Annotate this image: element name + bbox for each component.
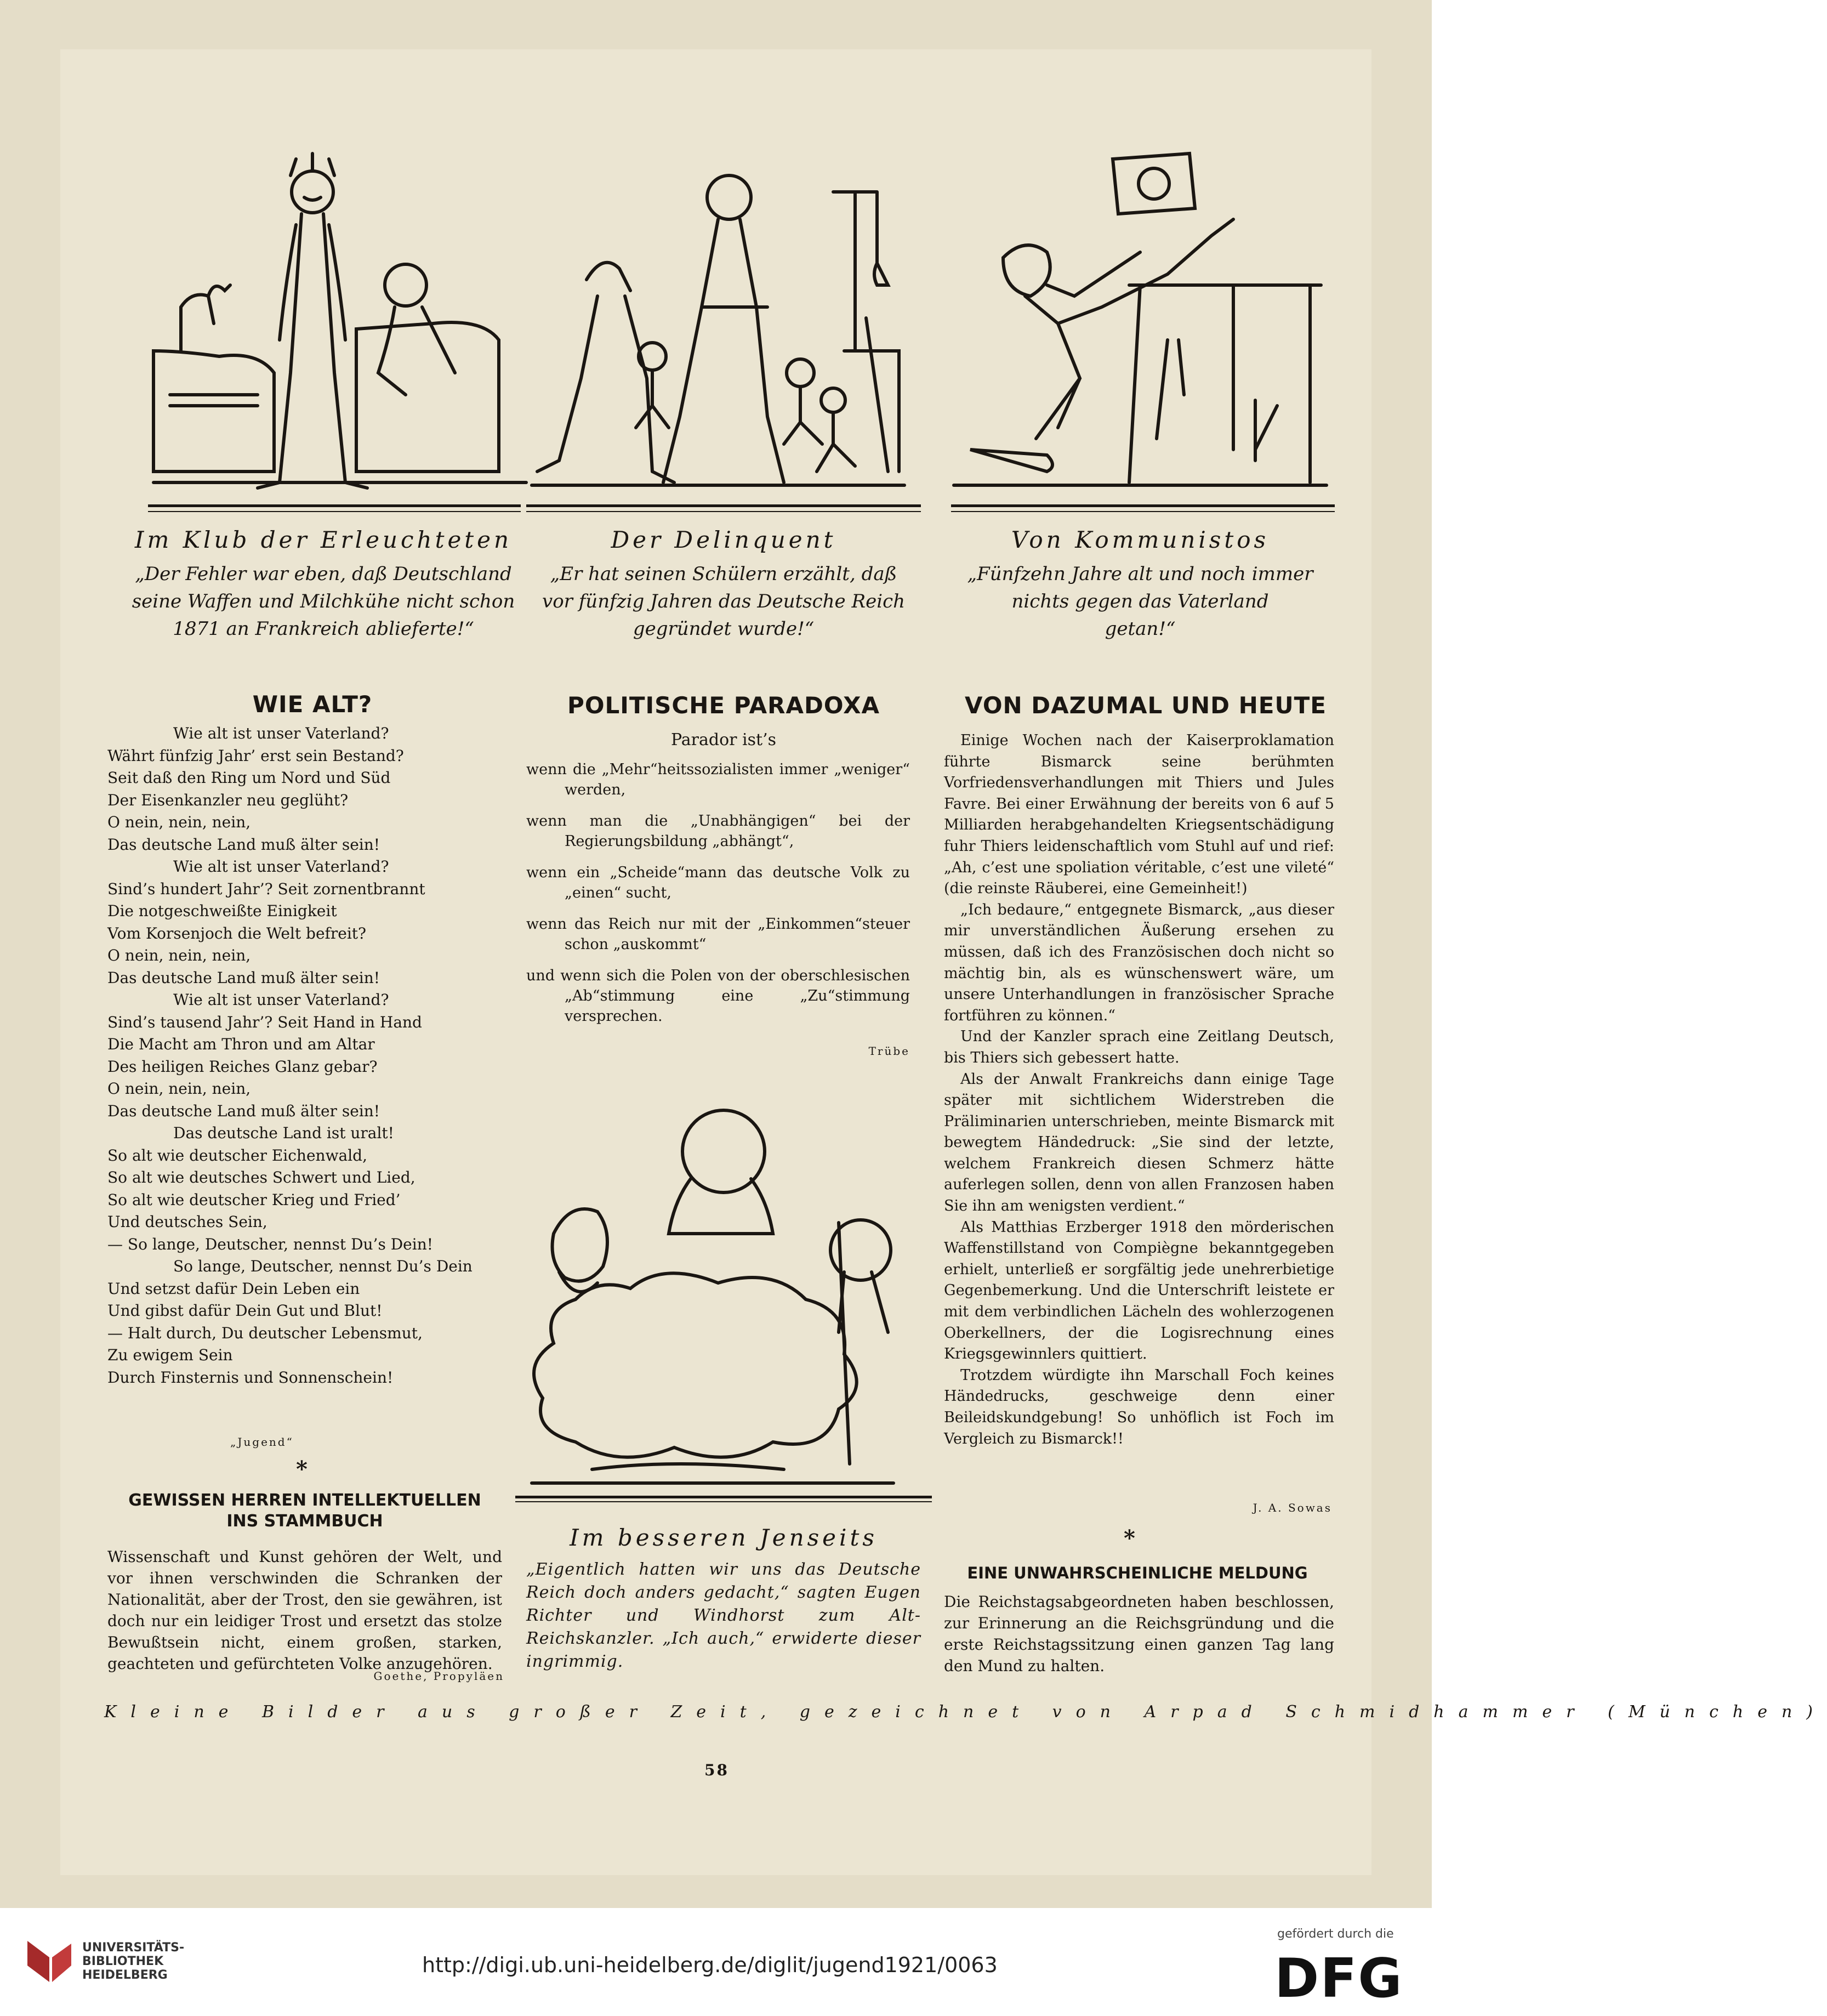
poem-line: Des heiligen Reiches Glanz gebar? xyxy=(107,1057,378,1076)
cartoon-3-caption xyxy=(937,560,1343,643)
poem-line: So lange, Deutscher, nennst Du’s Dein xyxy=(173,1257,473,1275)
library-logo-icon xyxy=(22,1935,77,1985)
cartoon-1-caption xyxy=(115,560,532,643)
dazumal-paragraph: Einige Wochen nach der Kaiserproklamation führte Bismarck seine berühmten Vorfriedensverhandlungen mit Thiers und Jules Favre. Bei einer Erwähnung der bereits von 6 auf 5 Milliarden herabgehandelten Kriegsentschädigung fuhr Thiers leidenschaftlich vom Stuhl auf und rief: „Ah, c’est une spoliation véritable, c’est une vileté“ (die reinste Räuberei, eine Gemeinheit!) xyxy=(944,732,1334,898)
cartoon-rule-1 xyxy=(148,504,521,507)
meldung-heading: EINE UNWAHRSCHEINLICHE MELDUNG xyxy=(967,1564,1308,1582)
gewissen-heading-line: INS STAMMBUCH xyxy=(226,1512,383,1531)
dazumal-author: J. A. Sowas xyxy=(1253,1501,1332,1514)
poem-line: Und gibst dafür Dein Gut und Blut! xyxy=(107,1302,383,1320)
dazumal-paragraph: „Ich bedaure,“ entgegnete Bismarck, „aus dieser mir unverständlichen Äußerung ersehen zu müssen, daß ich des Französischen doch nicht so mächtig bin, als es wünschenswert wäre, um unsere Unterhandlungen in französischer Sprache fortführen zu können.“ xyxy=(944,901,1334,1024)
library-name-line: UNIVERSITÄTS- xyxy=(82,1941,185,1955)
paradoxa-item: wenn die „Mehr“heitssozialisten immer „weniger“ werden, xyxy=(526,761,910,798)
gewissen-heading xyxy=(107,1490,502,1532)
poem-line: Wie alt ist unser Vaterland? xyxy=(173,857,389,876)
caption-line: getan!“ xyxy=(1105,618,1176,640)
jenseits-title: Im besseren Jenseits xyxy=(570,1524,878,1551)
poem-line: O nein, nein, nein, xyxy=(107,1080,251,1098)
digital-copy-link[interactable]: http://digi.ub.uni-heidelberg.de/diglit/jugend1921/0063 xyxy=(422,1953,998,1977)
paradoxa-item: und wenn sich die Polen von der oberschlesischen „Ab“stimmung eine „Zu“stimmung versprechen. xyxy=(526,967,910,1025)
poem-line: Und deutsches Sein, xyxy=(107,1213,267,1231)
poem-line: Wie alt ist unser Vaterland? xyxy=(173,991,389,1009)
poem-line: Durch Finsternis und Sonnenschein! xyxy=(107,1368,394,1387)
dazumal-text xyxy=(944,730,1334,1450)
jenseits-rule-thin xyxy=(515,1501,932,1502)
cartoon-kommunistos-illustration xyxy=(948,143,1327,504)
cartoon-3-title: Von Kommunistos xyxy=(1011,526,1270,553)
paradoxa-author: Trübe xyxy=(868,1044,910,1058)
library-name-line: BIBLIOTHEK xyxy=(82,1955,164,1968)
poem-line: Das deutsche Land muß älter sein! xyxy=(107,1101,380,1120)
cartoon-klub-illustration xyxy=(148,143,526,504)
poem-line: Wie alt ist unser Vaterland? xyxy=(173,724,389,742)
poem-line: So alt wie deutsches Schwert und Lied, xyxy=(107,1168,416,1186)
poem-line: Der Eisenkanzler neu geglüht? xyxy=(107,791,349,809)
cartoon-jenseits-illustration xyxy=(510,1091,915,1486)
cartoon-rule-thin-1 xyxy=(148,511,521,512)
cartoon-delinquent-illustration xyxy=(526,143,904,504)
poem-line: O nein, nein, nein, xyxy=(107,946,251,964)
poem-heading: WIE ALT? xyxy=(252,691,373,718)
paradoxa-item: wenn man die „Unabhängigen“ bei der Regierungsbildung „abhängt“, xyxy=(526,813,910,850)
gewissen-text: Wissenschaft und Kunst gehören der Welt, und vor ihnen verschwinden die Schranken der Nationalität, aber der Trost, den sie gewähren, ist doch nur ein leidiger Trost und ersetzt das stolze Bewußtsein nicht, einem großen, starken, geachteten und gefürchteten Volke anzugehören. xyxy=(107,1548,502,1673)
caption-line: seine Waffen und Milchkühe nicht schon xyxy=(132,590,515,612)
poem-line: Vom Korsenjoch die Welt befreit? xyxy=(107,924,367,942)
page-number: 58 xyxy=(704,1761,729,1779)
poem-line: Das deutsche Land ist uralt! xyxy=(173,1124,394,1142)
poem-line: Sind’s hundert Jahr’? Seit zornentbrannt xyxy=(107,879,425,898)
cartoon-rule-thin-2 xyxy=(526,511,921,512)
gewissen-source: Goethe, Propyläen xyxy=(373,1669,504,1683)
poem-line: So alt wie deutscher Eichenwald, xyxy=(107,1146,368,1165)
poem-line: So alt wie deutscher Krieg und Fried’ xyxy=(107,1190,401,1209)
cartoon-rule-3 xyxy=(951,504,1335,507)
caption-line: gegründet wurde!“ xyxy=(633,618,815,640)
library-name xyxy=(82,1941,184,1982)
dazumal-paragraph: Als Matthias Erzberger 1918 den mörderischen Waffenstillstand von Compiègne bekanntgegeben erhielt, unterließ er sorgfältig jede unehrerbietige Gegenbemerkung. Und die Unterschrift leistete er mit dem verbindlichen Lächeln des wohlerzogenen Oberkellners, der die Logisrechnung eines Kriegsgewinnlers quittiert. xyxy=(944,1218,1334,1363)
poem-line: Die notgeschweißte Einigkeit xyxy=(107,902,337,920)
cartoon-2-caption xyxy=(515,560,932,643)
poem-line: Und setzst dafür Dein Leben ein xyxy=(107,1279,360,1298)
dfg-logo: DFG xyxy=(1274,1947,1403,2010)
separator-star-1: * xyxy=(296,1456,308,1482)
paradoxa-item: wenn ein „Scheide“mann das deutsche Volk zu „einen“ sucht, xyxy=(526,864,910,901)
poem-source: „Jugend“ xyxy=(230,1435,294,1449)
paradoxa-item: wenn das Reich nur mit der „Einkommen“steuer schon „auskommt“ xyxy=(526,916,910,953)
jenseits-rule xyxy=(515,1496,932,1498)
caption-line: „Der Fehler war eben, daß Deutschland xyxy=(135,563,512,585)
cartoon-2-title: Der Delinquent xyxy=(611,526,836,553)
paradoxa-intro: Parador ist’s xyxy=(670,730,777,749)
caption-line: „Fünfzehn Jahre alt und noch immer xyxy=(967,563,1313,585)
caption-line: vor fünfzig Jahren das Deutsche Reich xyxy=(542,590,906,612)
poem-line: Die Macht am Thron und am Altar xyxy=(107,1035,375,1053)
funding-note: gefördert durch die xyxy=(1277,1927,1394,1941)
poem-line: Das deutsche Land muß älter sein! xyxy=(107,968,380,987)
poem-line: Währt fünfzig Jahr’ erst sein Bestand? xyxy=(107,746,404,765)
jenseits-caption: „Eigentlich hatten wir uns das Deutsche Reich doch anders gedacht,“ sagten Eugen Richter und Windhorst zum Alt-Reichskanzler. „Ich auch,“ erwiderte dieser ingrimmig. xyxy=(526,1560,921,1671)
library-footer xyxy=(0,1908,1432,2016)
paradoxa-list xyxy=(526,759,910,1037)
caption-line: „Er hat seinen Schülern erzählt, daß xyxy=(550,563,897,585)
library-name-line: HEIDELBERG xyxy=(82,1968,168,1982)
dazumal-paragraph: Als der Anwalt Frankreichs dann einige Tage später mit sichtlichem Widerstreben die Präliminarien unterschrieben, meinte Bismarck mit bewegtem Händedruck: „Sie sind der letzte, welchem Frankreich diesen Schmerz hätte auferlegen sollen, denn von allen Franzosen haben Sie ihn am wenigsten verdient.“ xyxy=(944,1070,1334,1215)
poem-text xyxy=(107,723,502,1389)
cartoon-rule-2 xyxy=(526,504,921,507)
poem-line: Zu ewigem Sein xyxy=(107,1346,233,1364)
poem-line: Das deutsche Land muß älter sein! xyxy=(107,835,380,854)
poem-line: Sind’s tausend Jahr’? Seit Hand in Hand xyxy=(107,1013,422,1031)
gewissen-heading-line: GEWISSEN HERREN INTELLEKTUELLEN xyxy=(128,1491,481,1510)
poem-line: Seit daß den Ring um Nord und Süd xyxy=(107,769,391,787)
separator-star-2: * xyxy=(1124,1525,1135,1551)
paradoxa-heading: POLITISCHE PARADOXA xyxy=(567,692,880,719)
meldung-text: Die Reichstagsabgeordneten haben beschlossen, zur Erinnerung an die Reichsgründung und die erste Reichstagssitzung einen ganzen Tag lang den Mund zu halten. xyxy=(944,1593,1334,1675)
dazumal-paragraph: Und der Kanzler sprach eine Zeitlang Deutsch, bis Thiers sich gebessert hatte. xyxy=(944,1028,1334,1066)
dazumal-heading: VON DAZUMAL UND HEUTE xyxy=(965,692,1327,719)
caption-line: 1871 an Frankreich ablieferte!“ xyxy=(173,618,474,640)
cartoon-rule-thin-3 xyxy=(951,511,1335,512)
illustration-credit-line: Kleine Bilder aus großer Zeit, gezeichnet von Arpad Schmidhammer (München) xyxy=(104,1702,1827,1722)
poem-line: — So lange, Deutscher, nennst Du’s Dein! xyxy=(107,1235,433,1253)
caption-line: nichts gegen das Vaterland xyxy=(1011,590,1269,612)
dazumal-paragraph: Trotzdem würdigte ihn Marschall Foch keines Händedrucks, geschweige denn einer Beileidskundgebung! So unhöflich ist Foch im Vergleich zu Bismarck!! xyxy=(944,1366,1334,1447)
poem-line: — Halt durch, Du deutscher Lebensmut, xyxy=(107,1324,423,1342)
poem-line: O nein, nein, nein, xyxy=(107,813,251,831)
cartoon-1-title: Im Klub der Erleuchteten xyxy=(134,526,513,553)
